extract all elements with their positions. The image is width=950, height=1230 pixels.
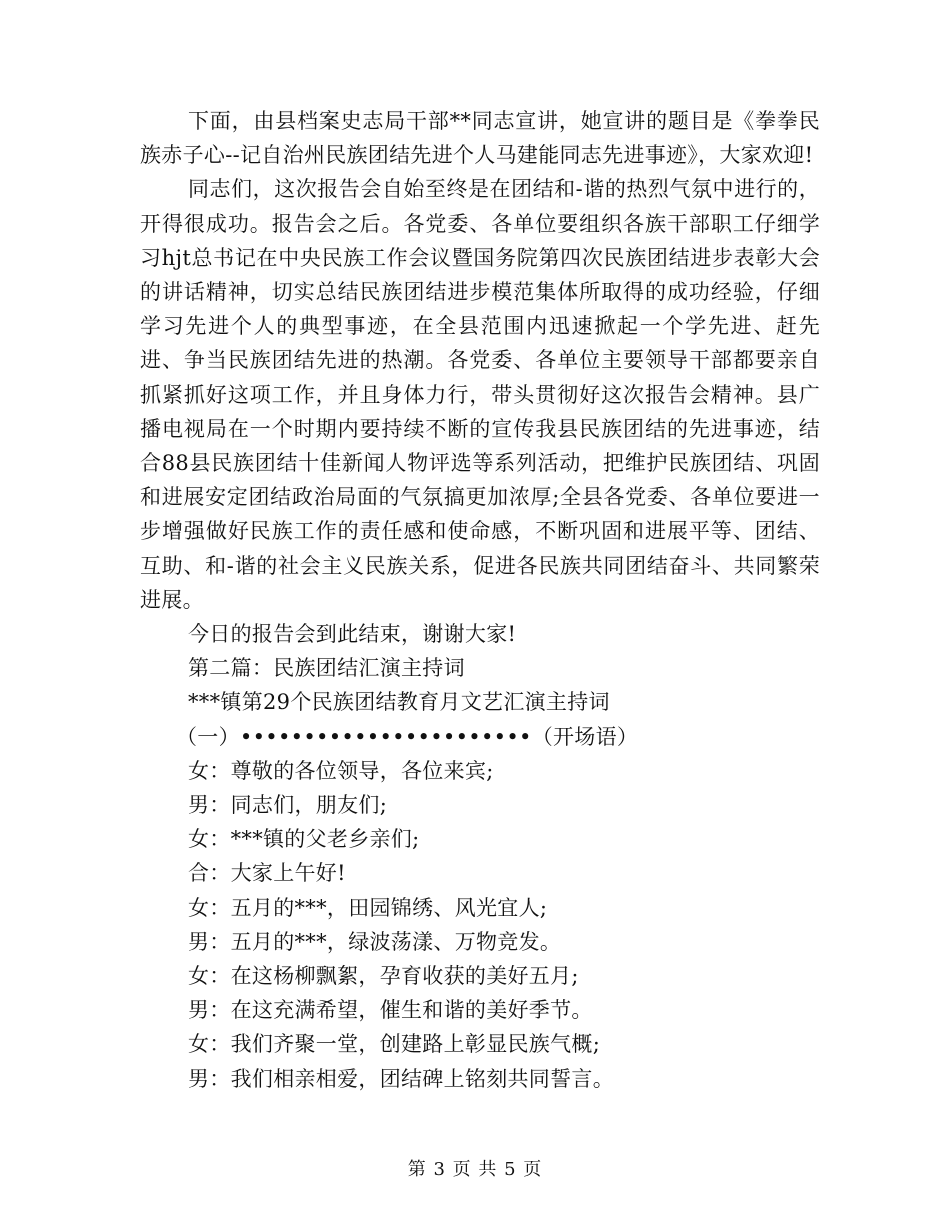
dialogue-line: 女：***镇的父老乡亲们; bbox=[188, 827, 420, 852]
dialogue-line: 男：我们相亲相爱，团结碑上铭刻共同誓言。 bbox=[188, 1066, 614, 1091]
section-title: ***镇第29个民族团结教育月文艺汇演主持词 bbox=[188, 690, 610, 715]
dialogue-line: 男：五月的***，绿波荡漾、万物竞发。 bbox=[188, 929, 562, 954]
dialogue-line: 男：同志们，朋友们; bbox=[188, 793, 388, 818]
dialogue-line: 女：五月的***，田园锦绣、风光宜人; bbox=[188, 895, 548, 920]
dialogue-line: 女：在这杨柳飘絮，孕育收获的美好五月; bbox=[188, 964, 579, 989]
dialogue-line: 女：我们齐聚一堂，创建路上彰显民族气概; bbox=[188, 1032, 601, 1057]
document-body bbox=[140, 104, 820, 1096]
paragraph-main: 同志们，这次报告会自始至终是在团结和-谐的热烈气氛中进行的，开得很成功。报告会之后。各党委、各单位要组织各族干部职工仔细学习hjt总书记在中央民族工作会议暨国务院第四次民族团结进步表彰大会的讲话精神，切实总结民族团结进步模范集体所取得的成功经验，仔细学习先进个人的典型事迹，在全县范围内迅速掀起一个学先进、赶先进、争当民族团结先进的热潮。各党委、各单位主要领导干部都要亲自抓紧抓好这项工作，并且身体力行，带头贯彻好这次报告会精神。县广播电视局在一个时期内要持续不断的宣传我县民族团结的先进事迹，结合88县民族团结十佳新闻人物评选等系列活动，把维护民族团结、巩固和进展安定团结政治局面的气氛搞更加浓厚;全县各党委、各单位要进一步增强做好民族工作的责任感和使命感，不断巩固和进展平等、团结、互助、和-谐的社会主义民族关系，促进各民族共同团结奋斗、共同繁荣进展。 bbox=[140, 177, 820, 612]
dialogue-line: 女：尊敬的各位领导，各位来宾; bbox=[188, 758, 494, 783]
paragraph-closing: 今日的报告会到此结束，谢谢大家! bbox=[188, 622, 517, 647]
dialogue-line: 男：在这充满希望，催生和谐的美好季节。 bbox=[188, 998, 593, 1023]
dialogue-line: 合：大家上午好! bbox=[188, 861, 346, 886]
paragraph-intro: 下面，由县档案史志局干部**同志宣讲，她宣讲的题目是《拳拳民族赤子心--记自治州民族团结先进个人马建能同志先进事迹》，大家欢迎! bbox=[140, 109, 820, 168]
opening-marker: （一）•••••••••••••••••••••••（开场语） bbox=[176, 724, 639, 749]
page-number: 第 3 页 共 5 页 bbox=[407, 1159, 543, 1180]
section-heading: 第二篇：民族团结汇演主持词 bbox=[188, 656, 465, 681]
